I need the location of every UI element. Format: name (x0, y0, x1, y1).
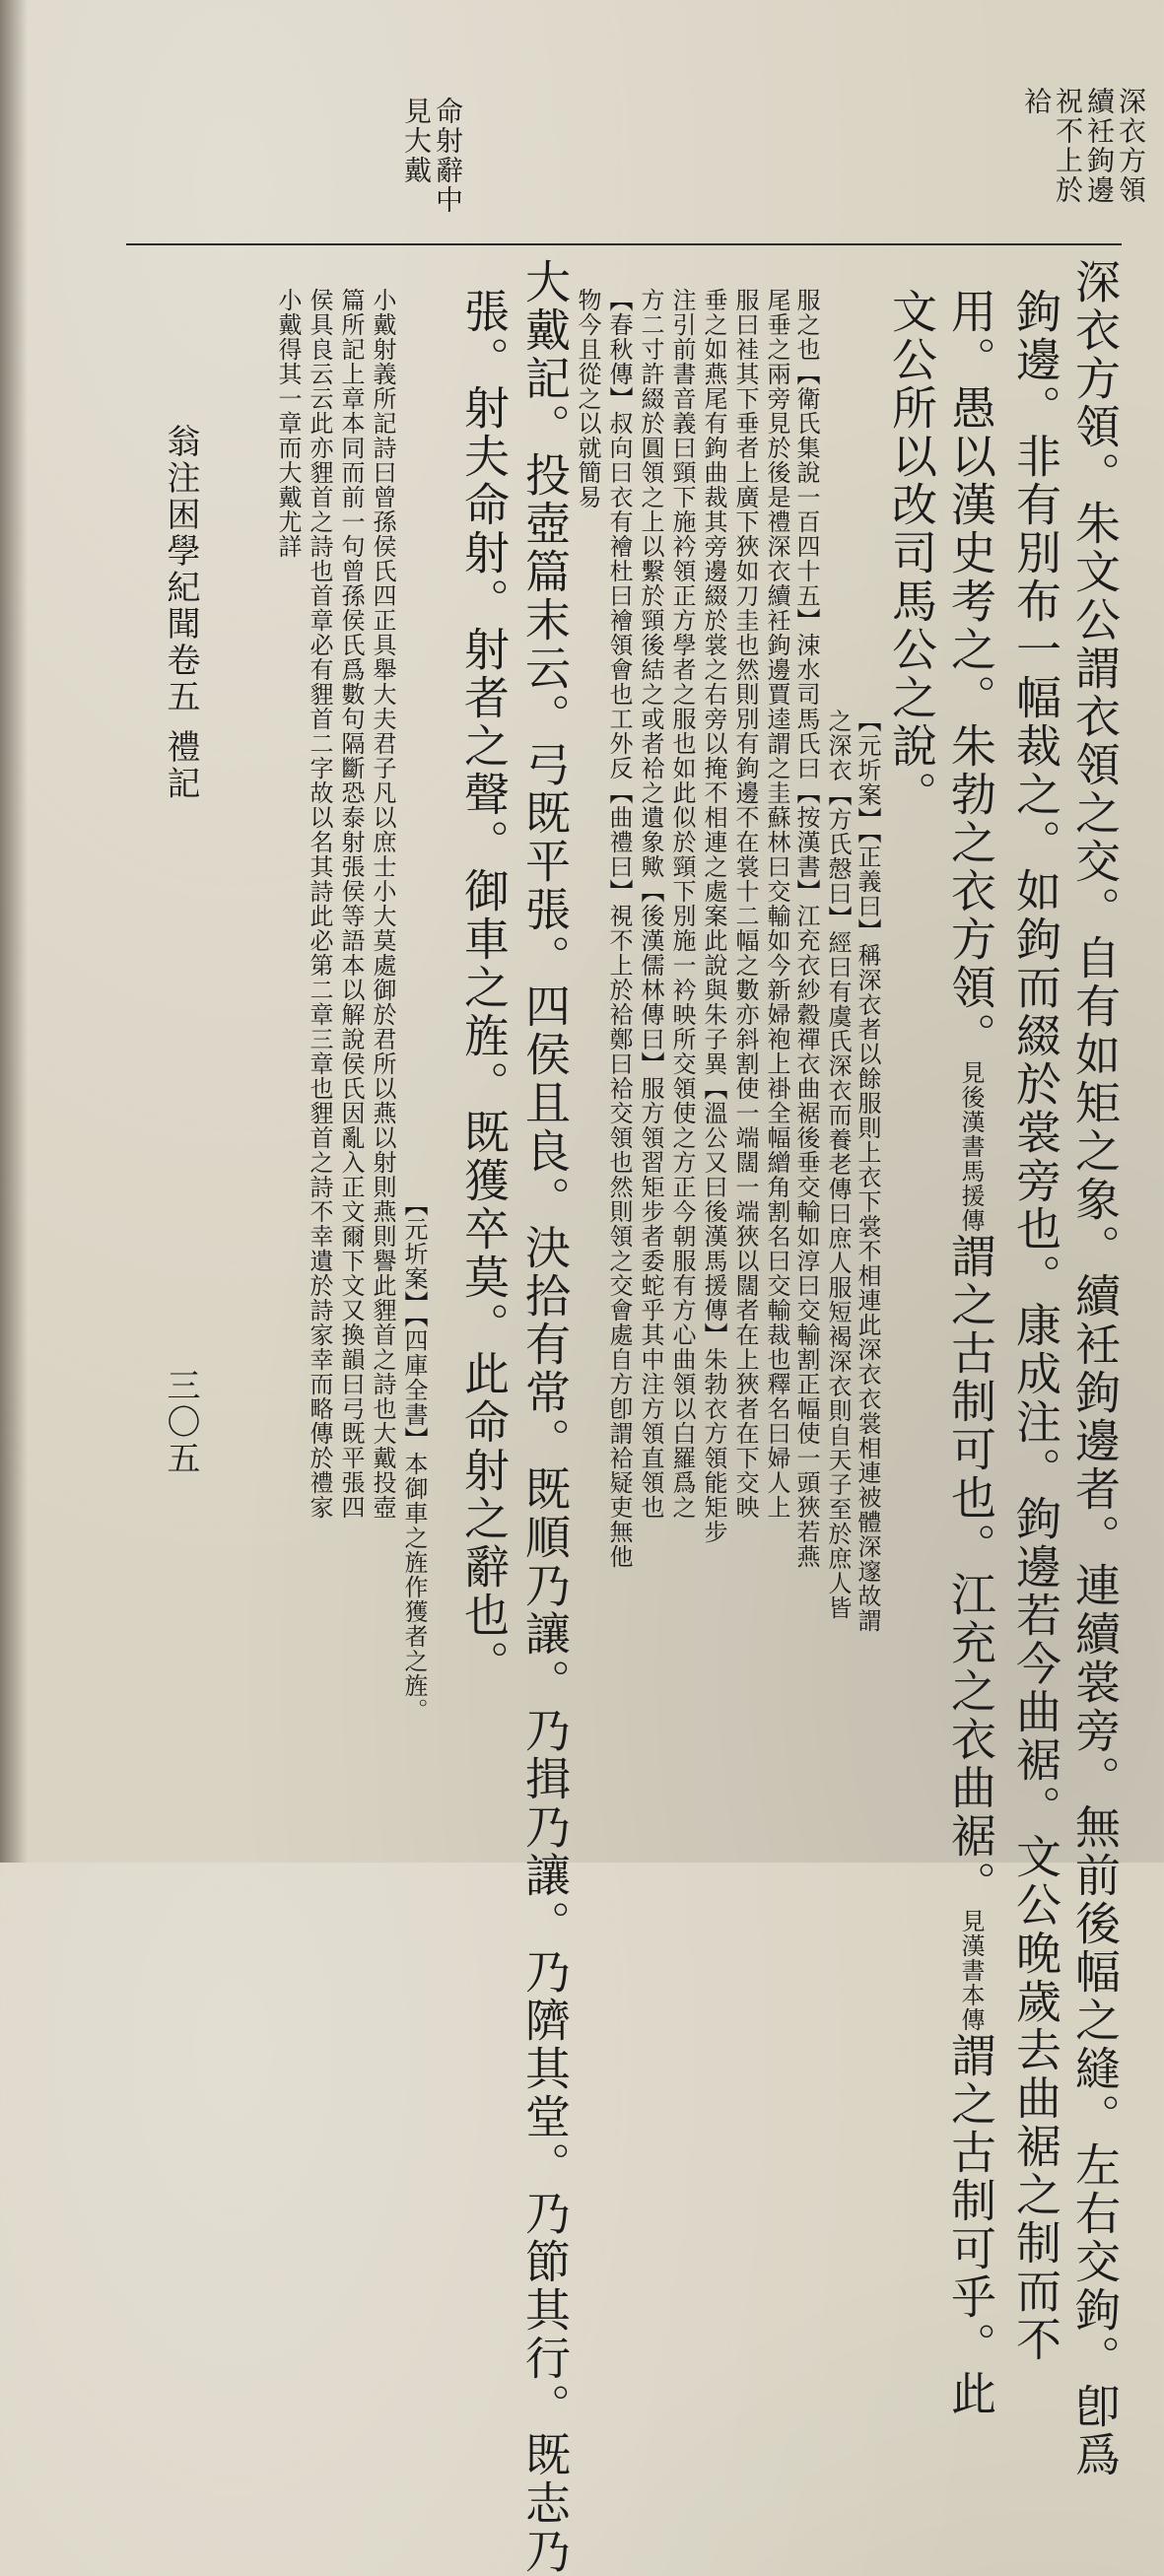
headnote-left-1: 命射辭中 (432, 97, 464, 215)
commentary-line-3: 服之也【衛氏集說一百四十五】涑水司馬氏曰【按漢書】江充衣紗縠禪衣曲裾後垂交輸如淳曰交輸割正幅使一頭狹若燕 (792, 288, 820, 1569)
ref-han-shu: 見漢書本傳 (957, 1909, 985, 2032)
headnote-right-4: 袷 (1020, 87, 1053, 116)
footer-page-number: 三〇五 (161, 1368, 200, 1477)
main-text-col-1: 深衣方領。朱文公謂衣領之交。自有如矩之象。續衽鉤邊者。連續裳旁。無前後幅之縫。左右交鉤。卽爲 (1068, 258, 1122, 2479)
headnote-right-1: 深衣方領 (1115, 87, 1147, 205)
main-text-col-3-tail-1: 謂之古制可也。江充之衣曲裾。 (944, 1233, 997, 1909)
commentary-line-5: 服曰袿其下垂者上廣下狹如刀圭也然則別有鉤邊不在裳十二幅之數亦斜割使一端闊一端狹以闊者在上狹者在下交映 (731, 288, 759, 1520)
footer-volume: 卷五 (161, 643, 200, 715)
commentary-line-6: 垂之如燕尾有鉤曲裁其旁邊綴於裳之右旁以掩不相連之處案此說與朱子異【溫公又曰後漢馬援傳】朱勃衣方領能矩步 (700, 288, 727, 1544)
commentary-line-1: 【元圻案】【正義曰】稱深衣者以餘服則上衣下裳不相連此深衣衣裳相連被體深邃故謂 (854, 709, 881, 1633)
commentary-line-2: 之深衣【方氏慤曰】經曰有虞氏深衣而養老傳曰庶人服短褐深衣則自天子至於庶人皆 (824, 709, 852, 1620)
commentary2-line-2: 篇所記上章本同而前一句曾孫侯氏爲數句隔斷恐泰射張侯等語本以解說侯氏因亂入正文爾下文又換韻曰弓既平張四 (337, 288, 365, 1520)
commentary2-line-4: 小戴得其一章而大戴尤詳 (274, 288, 302, 559)
commentary-line-4: 尾垂之兩旁見於後是禮深衣續衽鉤邊賈逵謂之圭蘇林曰交輸如今新婦袍上褂全幅繒角割名曰交輸裁也釋名曰婦人上 (763, 288, 790, 1520)
commentary2-head-line: 【元圻案】【四庫全書】本御車之旌作獲者之旌。 (400, 1192, 428, 1723)
headnote-right-2: 續衽鉤邊 (1083, 87, 1116, 205)
commentary-line-9: 【春秋傳】叔向曰衣有襘杜曰襘領會也工外反【曲禮曰】視不上於袷鄭曰袷交領也然則領之交會處自方卽謂袷疑吏無他 (605, 288, 633, 1569)
main-text-col-3-body: 用。愚以漢史考之。朱勃之衣方領。 (944, 288, 997, 1060)
commentary-line-7: 注引前書音義曰頸下施衿領正方學者之服也如此似於頸下別施一衿映所交領使之方正今朝服有方心曲領以白羅爲之 (668, 288, 696, 1520)
headnote-right-3: 祝不上於 (1052, 87, 1084, 205)
main-text-col-3-tail-2: 謂之古制可乎。此 (944, 2032, 997, 2418)
headnote-left-2: 見大戴 (400, 97, 433, 185)
page-edge-shadow (0, 0, 28, 1863)
footer-book-title: 翁注困學紀聞 (161, 424, 200, 643)
commentary-line-10: 物今且從之以就簡易 (574, 288, 601, 509)
main-text-col-4: 文公所以改司馬公之說。 (885, 288, 938, 819)
footer-section: 禮記 (161, 729, 200, 802)
main-text-col-2: 鉤邊。非有別布一幅裁之。如鉤而綴於裳旁也。康成注。鉤邊若今曲裾。文公晚歲去曲裾之制而不 (1009, 288, 1062, 2364)
header-rule (126, 243, 1122, 245)
commentary2-line-3: 侯具良云云此亦貍首之詩也首章必有貍首二字故以名其詩此必第二章三章也貍首之詩不幸遺於詩家幸而略傳於禮家 (306, 288, 333, 1520)
section2-text-col-1: 大戴記。投壺篇末云。弓既平張。四侯且良。決拾有常。既順乃讓。乃揖乃讓。乃隮其堂。乃節其行。既志乃 (518, 258, 572, 2576)
commentary-line-8: 方二寸許綴於圓領之上以繫於頸後結之或者袷之遺象歟【後漢儒林傳曰】服方領習矩步者委蛇乎其中注方領直領也 (637, 288, 664, 1520)
main-text-col-3 (944, 288, 997, 2418)
commentary2-line-1: 小戴射義所記詩曰曾孫侯氏四正具舉大夫君子凡以庶士小大莫處御於君所以燕以射則燕則譽此貍首之詩也大戴投壺 (369, 288, 396, 1520)
section2-text-col-2: 張。射夫命射。射者之聲。御車之旌。既獲卒莫。此命射之辭也。 (457, 288, 511, 1688)
ref-hou-han-shu: 見後漢書馬援傳 (957, 1060, 985, 1233)
